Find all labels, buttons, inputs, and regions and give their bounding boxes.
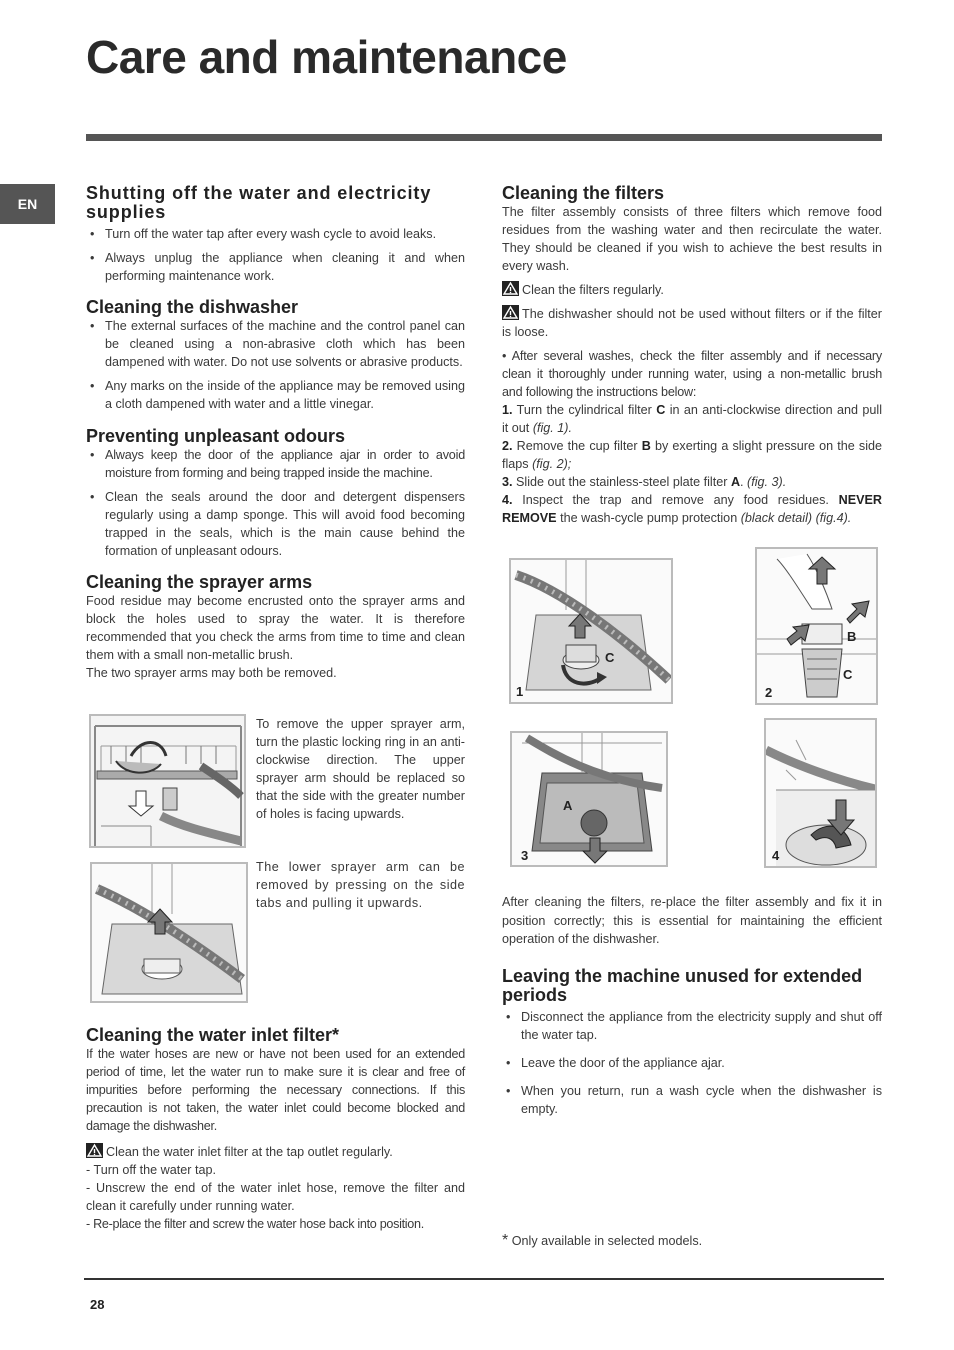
step-text: the wash-cycle pump protection <box>560 511 738 525</box>
figure-number: 4 <box>772 848 780 863</box>
figure-label: A <box>563 798 573 813</box>
list-item: • Any marks on the inside of the appliance may be removed using a cloth dampened with water and a little vinegar. <box>86 377 465 413</box>
step-key: A <box>730 475 741 489</box>
heading-odours: Preventing unpleasant odours <box>86 426 346 446</box>
inlet-paragraph: If the water hoses are new or have not been used for an extended period of time, let the water run to make sure it is clear and free of impurities before performing the necessary connections. If this precaution is not taken, the water inlet could become blocked and damage the dishwasher. <box>86 1047 465 1133</box>
list-item: • Clean the seals around the door and detergent dispensers regularly using a damp sponge. This will avoid food becoming trapped in the seals, which is the main cause behind the formation of unpleasant odours. <box>86 488 465 560</box>
filter-step-2 <box>502 437 882 473</box>
step-key: C <box>656 403 666 417</box>
figure-label: C <box>843 667 853 682</box>
inlet-filter-section <box>86 1026 465 1233</box>
list-item: • Always unplug the appliance when cleaning it and when performing maintenance work. <box>86 249 465 285</box>
step-text: by exerting a slight pressure on the side flaps <box>502 439 883 471</box>
inlet-step-3: - Re-place the filter and screw the water hose back into position. <box>86 1217 424 1231</box>
step-text: Turn the cylindrical filter <box>516 403 652 417</box>
step-number: 2. <box>502 439 513 453</box>
figure-number: 1 <box>516 684 524 699</box>
filter-2-illustration <box>757 549 878 705</box>
step-fig-ref: (fig. 2); <box>532 457 572 471</box>
step-key: B <box>641 439 651 453</box>
left-column <box>86 184 465 682</box>
warning-icon <box>502 305 519 320</box>
filters-paragraph-2: • After several washes, check the filter assembly and if necessary clean it thoroughly under running water, using a non-metallic brush and following the instructions below: <box>502 349 882 399</box>
step-text: Inspect the trap and remove any food residues. <box>522 493 829 507</box>
right-column <box>502 184 882 527</box>
step-text: Slide out the stainless-steel plate filter <box>516 475 728 489</box>
filter-figure-2 <box>755 547 878 705</box>
list-item: • Always keep the door of the appliance ajar in order to avoid moisture from forming and being trapped inside the machine. <box>86 446 465 482</box>
filters-warning-2 <box>502 305 882 341</box>
footnote-mark: * <box>502 1232 509 1249</box>
filter-step-4 <box>502 491 882 527</box>
inlet-step-2: - Unscrew the end of the water inlet hose, remove the filter and clean it carefully under running water. <box>86 1181 465 1213</box>
footnote <box>502 1232 702 1250</box>
filter-1-illustration <box>511 560 673 704</box>
heading-sprayer-arms: Cleaning the sprayer arms <box>86 572 313 592</box>
sprayer-paragraph-2: The two sprayer arms may both be removed. <box>86 666 337 680</box>
figure-number: 2 <box>765 685 773 700</box>
step-number: 3. <box>502 475 513 489</box>
inlet-step-1: - Turn off the water tap. <box>86 1163 216 1177</box>
right-column-lower <box>502 893 882 1124</box>
heading-shutting-off: Shutting off the water and electricity supplies <box>86 183 432 222</box>
heading-unused: Leaving the machine unused for extended periods <box>502 965 863 1005</box>
language-tab: EN <box>0 184 55 224</box>
step-fig-ref: (fig. 1). <box>532 421 573 435</box>
upper-arm-text: To remove the upper sprayer arm, turn the plastic locking ring in an anti-clockwise direction. The upper sprayer arm should be replaced so that the side with the greater number of holes is facing upwards. <box>256 717 465 821</box>
figure-number: 3 <box>521 848 529 863</box>
step-text: . <box>740 475 744 489</box>
filters-warning-1 <box>502 281 882 299</box>
step-fig-ref: (black detail) (fig.4). <box>740 511 852 525</box>
step-fig-ref: (fig. 3). <box>747 475 787 489</box>
list-item: • When you return, run a wash cycle when the dishwasher is empty. <box>502 1082 882 1118</box>
footnote-text: Only available in selected models. <box>511 1234 703 1248</box>
warning-icon <box>502 281 519 296</box>
lower-arm-text: The lower sprayer arm can be removed by pressing on the side tabs and pulling it upwards. <box>256 860 465 910</box>
after-cleaning-paragraph: After cleaning the filters, re-place the filter assembly and fix it in position correctly; this is essential for maintaining the efficient operation of the dishwasher. <box>502 895 882 946</box>
inlet-warning <box>86 1143 465 1161</box>
list-item: • Turn off the water tap after every wash cycle to avoid leaks. <box>86 225 465 243</box>
filter-4-illustration <box>766 720 877 868</box>
filters-warning-1-text: Clean the filters regularly. <box>522 283 664 297</box>
figure-label: B <box>847 629 857 644</box>
step-text: in an anti-clockwise direction and pull it out <box>502 403 883 435</box>
step-number: 4. <box>502 493 513 507</box>
list-item: • The external surfaces of the machine and the control panel can be cleaned using a non-abrasive cloth which has been dampened with water. Do not use solvents or abrasive products. <box>86 317 465 371</box>
inlet-warning-text: Clean the water inlet filter at the tap outlet regularly. <box>106 1145 393 1159</box>
list-item: • Leave the door of the appliance ajar. <box>502 1054 882 1072</box>
step-number: 1. <box>502 403 513 417</box>
page-title: Care and maintenance <box>86 31 567 83</box>
step-text: Remove the cup filter <box>516 439 638 453</box>
filter-step-1 <box>502 401 882 437</box>
top-rule <box>86 134 882 141</box>
upper-sprayer-figure <box>89 714 246 848</box>
filters-warning-2-text: The dishwasher should not be used without filters or if the filter is loose. <box>502 307 882 339</box>
bottom-rule <box>84 1278 884 1280</box>
heading-inlet-filter: Cleaning the water inlet filter* <box>86 1025 340 1045</box>
filter-figure-1 <box>509 558 673 704</box>
filters-paragraph: The filter assembly consists of three filters which remove food residues from the washing water and then recirculate the water. They should be cleaned if you wish to achieve the best results in every wash. <box>502 205 882 273</box>
filter-figure-3 <box>510 731 668 867</box>
list-item: • Disconnect the appliance from the electricity supply and shut off the water tap. <box>502 1008 882 1044</box>
upper-sprayer-illustration <box>91 716 246 848</box>
step-key: NEVER REMOVE <box>502 493 883 525</box>
figure-label: C <box>605 650 615 665</box>
heading-cleaning-filters: Cleaning the filters <box>502 183 665 203</box>
filter-step-3 <box>502 473 882 491</box>
page-number: 28 <box>90 1297 105 1312</box>
filter-figure-4 <box>764 718 877 868</box>
warning-icon <box>86 1143 103 1158</box>
filter-3-illustration <box>512 733 668 867</box>
heading-cleaning-dishwasher: Cleaning the dishwasher <box>86 297 299 317</box>
lower-sprayer-illustration <box>92 864 248 1003</box>
lower-sprayer-figure <box>90 862 248 1003</box>
sprayer-paragraph: Food residue may become encrusted onto the sprayer arms and block the holes used to spray the water. It is therefore recommended that you check the arms from time to time and clean them with a small non-metallic brush. <box>86 594 465 662</box>
